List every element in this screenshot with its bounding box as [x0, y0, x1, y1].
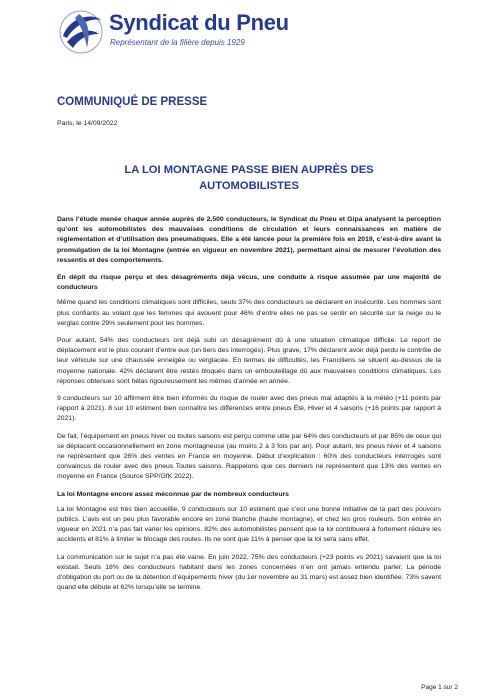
press-release-heading: COMMUNIQUÉ DE PRESSE [57, 96, 208, 108]
paragraph-5: La loi Montagne est très bien accueillie, 9 conducteurs sur 10 estiment que c’est une bonne initiative de la part des pouvoirs publics. L’avis est un peu plus favorable encore en zone blanche (haute montagne), et chez les gros rouleurs. Son entrée en vigueur en 2021 n’a pas fait varier les opinions. 82% des automobilistes pensent que la loi contribuera à fortement réduire les accidents et 81% à limiter le blocage des routes. Ils ne sont que 11% à penser que la loi sera sans effet. [57, 505, 441, 544]
page-number: Page 1 sur 2 [421, 684, 458, 691]
release-date: Paris, le 14/09/2022 [57, 120, 118, 127]
logo-name: Syndicat du Pneu [109, 10, 289, 35]
paragraph-6: La communication sur le sujet n’a pas été vaine. En juin 2022, 75% des conducteurs (+23 points vs 2021) savaient que la loi existait. Seuls 18% des conducteurs habitant dans les zones concernées n’en ont jamais entendu parler. La période d’obligation du port ou de la détention d’équipements hiver (du 1er novembre au 31 mars) est assez bien identifiée. 73% savent quand elle débute et 62% lorsqu’elle se termine. [57, 553, 441, 592]
paragraph-4: De fait, l’équipement en pneus hiver ou toutes saisons est perçu comme utile par 64% des conducteurs et par 85% de ceux qui se déplacent occasionnellement en zone montagneuse (au moins 2 à 3 fois par an). Pour autant, les pneus hiver et 4 saisons ne représentent que 26% des ventes en France en moyenne. Début d’explication : 60% des conducteurs interrogés sont convaincus de rouler avec des pneus Toutes saisons. Rappelons que ces derniers ne représentent que 13% des ventes en moyenne en France (Source SPP/GfK 2022). [57, 432, 441, 481]
document-body [57, 215, 441, 601]
paragraph-3: 9 conducteurs sur 10 affirment être bien informés du risque de rouler avec des pneus mal adaptés à la météo (+11 points par rapport à 2021). 8 sur 10 estiment bien connaître les différences entre pneus Été, Hiver et 4 saisons (+16 points par rapport à 2021). [57, 395, 441, 423]
paragraph-2: Pour autant, 54% des conducteurs ont déjà subi un désagrément dû à une situation climatique difficile. Le report de déplacement est le plus courant d’entre eux (un tiers des interrogés). Plus grave, 17% déclarent avoir déjà perdu le contrôle de leur véhicule sur une chaussée enneigée ou verglacée. En termes de difficultés, les Franciliens se situent au-dessus de la moyenne nationale. 42% déclarent être restés bloqués dans un embouteillage dû aux mauvaises conditions climatiques. Les réponses obtenues sont hélas rigoureusement les mêmes d’année en année. [57, 337, 441, 385]
syndicat-logo [57, 8, 289, 56]
intro-paragraph: Dans l’étude menée chaque année auprès de 2.500 conducteurs, le Syndicat du Pneu et Gipa analysent la perception qu’ont les automobilistes des mauvaises conditions de circulation et leurs connaissances en matière de réglementation et d’utilisation des pneumatiques. Elle a été lancée pour la première fois en 2019, c’est-à-dire avant la promulgation de la loi Montagne (entrée en vigueur en novembre 2021), permettant ainsi de mesurer l’évolution des ressentis et des comportements. [57, 216, 441, 264]
title-line-2: AUTOMOBILISTES [199, 180, 299, 192]
document-title [57, 162, 441, 194]
section-subheading-1: En dépit du risque perçu et des désagréments déjà vécus, une conduite à risque assumée par une majorité de conducteurs [57, 274, 441, 292]
globe-logo-icon [57, 8, 105, 56]
logo-tagline: Représentant de la filière depuis 1929 [110, 38, 245, 47]
title-line-1: LA LOI MONTAGNE PASSE BIEN AUPRÈS DES [124, 164, 374, 176]
paragraph-1: Même quand les conditions climatiques sont difficiles, seuls 37% des conducteurs se déclarent en insécurité. Les hommes sont plus confiants au volant que les femmes qui avouent pour 46% d’entre elles ne pas se sentir en sécurité sur la neige ou le verglas contre 29% seulement pour les hommes. [57, 299, 441, 327]
section-subheading-2: La loi Montagne encore assez méconnue par de nombreux conducteurs [57, 490, 289, 498]
